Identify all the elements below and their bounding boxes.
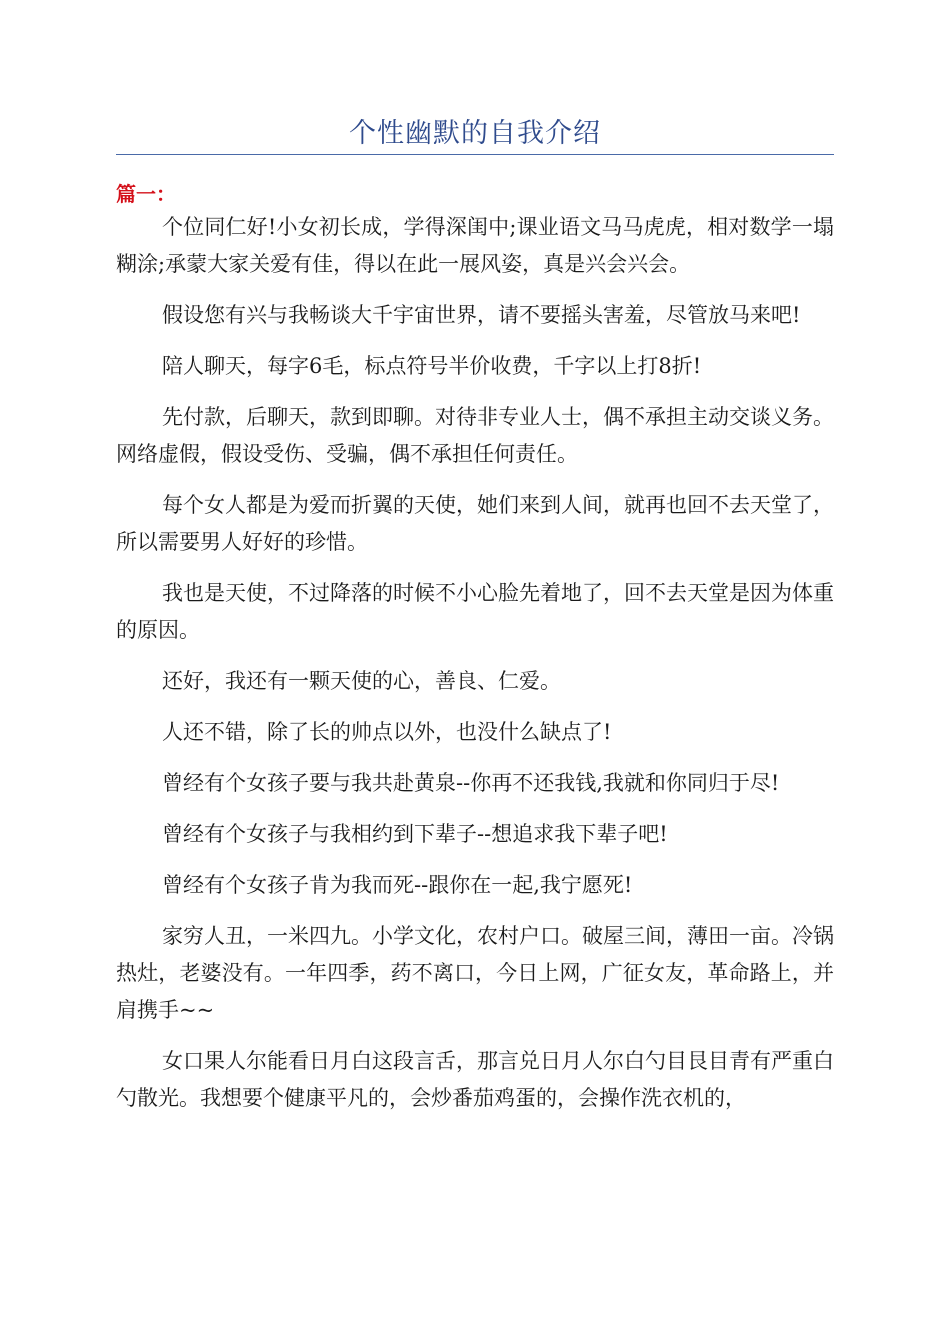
section-heading: 篇一：	[116, 182, 176, 206]
paragraph: 假设您有兴与我畅谈大千宇宙世界，请不要摇头害羞，尽管放马来吧!	[162, 303, 801, 327]
document-title: 个性幽默的自我介绍	[349, 118, 601, 149]
paragraph: 我也是天使，不过降落的时候不小心脸先着地了，回不去天堂是因为体重的原因。	[116, 581, 834, 642]
paragraph: 曾经有个女孩子要与我共赴黄泉--你再不还我钱,我就和你同归于尽!	[162, 771, 780, 795]
paragraph: 人还不错，除了长的帅点以外，也没什么缺点了!	[162, 720, 612, 744]
paragraph: 个位同仁好!小女初长成，学得深闺中;课业语文马马虎虎，相对数学一塌糊涂;承蒙大家关爱有佳，得以在此一展风姿，真是兴会兴会。	[116, 215, 834, 276]
title-divider	[116, 154, 834, 155]
paragraph: 曾经有个女孩子与我相约到下辈子--想追求我下辈子吧!	[162, 822, 668, 846]
paragraph: 陪人聊天，每字6毛，标点符号半价收费，千字以上打8折!	[162, 354, 702, 378]
paragraph: 曾经有个女孩子肯为我而死--跟你在一起,我宁愿死!	[162, 873, 633, 897]
paragraph: 每个女人都是为爱而折翼的天使，她们来到人间，就再也回不去天堂了，所以需要男人好好的珍惜。	[116, 493, 834, 554]
paragraph: 家穷人丑，一米四九。小学文化，农村户口。破屋三间，薄田一亩。冷锅热灶，老婆没有。一年四季，药不离口，今日上网，广征女友，革命路上，并肩携手~~	[116, 924, 834, 1022]
paragraph: 女口果人尔能看日月白这段言舌，那言兑日月人尔白勺目艮目青有严重白勺散光。我想要个健康平凡的，会炒番茄鸡蛋的，会操作洗衣机的，	[116, 1049, 834, 1110]
paragraph: 先付款，后聊天，款到即聊。对待非专业人士，偶不承担主动交谈义务。网络虚假，假设受伤、受骗，偶不承担任何责任。	[116, 405, 834, 466]
document-body	[116, 209, 834, 1117]
paragraph: 还好，我还有一颗天使的心，善良、仁爱。	[162, 669, 561, 693]
document-page	[116, 0, 834, 1117]
